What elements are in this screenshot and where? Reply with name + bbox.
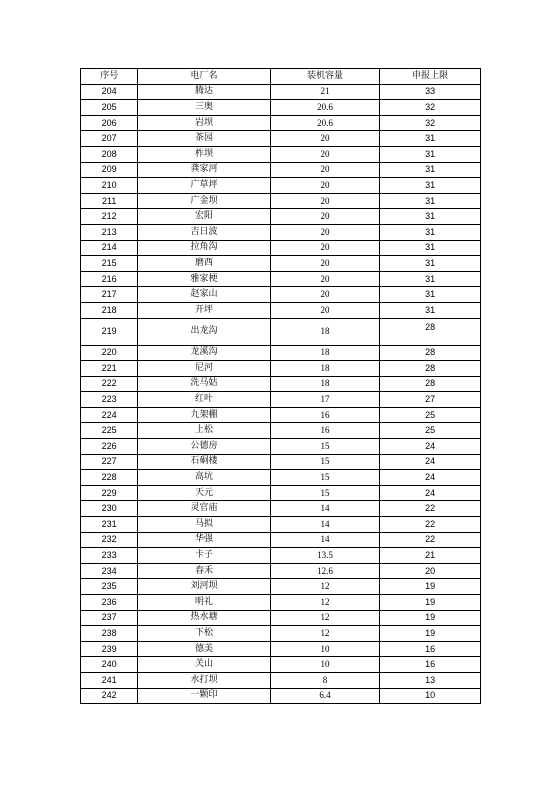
cell-declared-limit: 31: [380, 193, 481, 209]
cell-declared-limit: 19: [380, 595, 481, 611]
cell-plant-name: 岩坝: [138, 115, 270, 131]
cell-installed-capacity: 6.4: [270, 688, 380, 704]
cell-installed-capacity: 15: [270, 485, 380, 501]
cell-serial: 205: [81, 100, 138, 116]
cell-installed-capacity: 10: [270, 641, 380, 657]
cell-installed-capacity: 14: [270, 501, 380, 517]
cell-plant-name: 开坪: [138, 302, 270, 318]
cell-plant-name: 广草坪: [138, 178, 270, 194]
table-row: [81, 162, 481, 178]
cell-installed-capacity: 20: [270, 287, 380, 303]
cell-installed-capacity: 20: [270, 162, 380, 178]
cell-serial: 228: [81, 470, 138, 486]
cell-serial: 229: [81, 485, 138, 501]
table-row: [81, 407, 481, 423]
cell-plant-name: 广金坝: [138, 193, 270, 209]
cell-plant-name: 腾达: [138, 84, 270, 100]
cell-plant-name: 柞坝: [138, 146, 270, 162]
table-row: [81, 641, 481, 657]
table-row: [81, 224, 481, 240]
cell-plant-name: 石硐楼: [138, 454, 270, 470]
cell-declared-limit: 31: [380, 146, 481, 162]
cell-serial: 227: [81, 454, 138, 470]
cell-plant-name: 尼河: [138, 361, 270, 377]
cell-declared-limit: 31: [380, 287, 481, 303]
cell-serial: 223: [81, 392, 138, 408]
cell-installed-capacity: 14: [270, 517, 380, 533]
cell-serial: 220: [81, 345, 138, 361]
table-row: [81, 256, 481, 272]
table-row: [81, 657, 481, 673]
cell-serial: 204: [81, 84, 138, 100]
cell-declared-limit: 25: [380, 423, 481, 439]
table-row: [81, 240, 481, 256]
table-row: [81, 548, 481, 564]
table-row: [81, 146, 481, 162]
cell-serial: 207: [81, 131, 138, 147]
cell-declared-limit: 24: [380, 470, 481, 486]
cell-serial: 241: [81, 672, 138, 688]
cell-installed-capacity: 12.6: [270, 563, 380, 579]
table-row: [81, 392, 481, 408]
cell-serial: 215: [81, 256, 138, 272]
cell-declared-limit: 25: [380, 407, 481, 423]
cell-declared-limit: 16: [380, 641, 481, 657]
table-row: [81, 626, 481, 642]
cell-declared-limit: 31: [380, 162, 481, 178]
table-row: [81, 84, 481, 100]
table-row: [81, 115, 481, 131]
cell-serial: 236: [81, 595, 138, 611]
cell-installed-capacity: 20: [270, 240, 380, 256]
cell-plant-name: 下松: [138, 626, 270, 642]
cell-installed-capacity: 20: [270, 146, 380, 162]
cell-plant-name: 天元: [138, 485, 270, 501]
table-body: [81, 84, 481, 704]
table-row: [81, 563, 481, 579]
cell-serial: 233: [81, 548, 138, 564]
power-plant-table: [80, 68, 481, 704]
cell-declared-limit: 31: [380, 271, 481, 287]
cell-declared-limit: 21: [380, 548, 481, 564]
cell-installed-capacity: 12: [270, 579, 380, 595]
cell-plant-name: 出龙沟: [138, 318, 270, 345]
cell-declared-limit: 22: [380, 501, 481, 517]
header-declared-limit: 申报上限: [380, 69, 481, 85]
cell-serial: 232: [81, 532, 138, 548]
cell-serial: 226: [81, 439, 138, 455]
cell-serial: 222: [81, 376, 138, 392]
table-row: [81, 485, 481, 501]
table-row: [81, 376, 481, 392]
cell-plant-name: 红叶: [138, 392, 270, 408]
cell-installed-capacity: 20: [270, 271, 380, 287]
cell-plant-name: 龚家河: [138, 162, 270, 178]
table-row: [81, 423, 481, 439]
cell-serial: 231: [81, 517, 138, 533]
cell-declared-limit: 32: [380, 100, 481, 116]
cell-serial: 235: [81, 579, 138, 595]
cell-declared-limit: 28: [380, 318, 481, 345]
cell-declared-limit: 24: [380, 439, 481, 455]
cell-installed-capacity: 13.5: [270, 548, 380, 564]
cell-declared-limit: 13: [380, 672, 481, 688]
cell-plant-name: 刘河坝: [138, 579, 270, 595]
cell-declared-limit: 31: [380, 224, 481, 240]
cell-installed-capacity: 12: [270, 626, 380, 642]
cell-declared-limit: 28: [380, 345, 481, 361]
table-header-row: [81, 69, 481, 85]
cell-plant-name: 磨西: [138, 256, 270, 272]
cell-declared-limit: 31: [380, 209, 481, 225]
cell-plant-name: 龙溪沟: [138, 345, 270, 361]
cell-serial: 242: [81, 688, 138, 704]
header-plant-name: 电厂名: [138, 69, 270, 85]
cell-plant-name: 明礼: [138, 595, 270, 611]
cell-serial: 234: [81, 563, 138, 579]
cell-serial: 238: [81, 626, 138, 642]
cell-plant-name: 华强: [138, 532, 270, 548]
cell-installed-capacity: 16: [270, 407, 380, 423]
cell-plant-name: 吉日波: [138, 224, 270, 240]
cell-plant-name: 德美: [138, 641, 270, 657]
cell-declared-limit: 22: [380, 517, 481, 533]
cell-installed-capacity: 20: [270, 256, 380, 272]
table-row: [81, 100, 481, 116]
table-row: [81, 287, 481, 303]
cell-plant-name: 雅家梗: [138, 271, 270, 287]
table-row: [81, 131, 481, 147]
cell-serial: 219: [81, 318, 138, 345]
table-row: [81, 178, 481, 194]
cell-installed-capacity: 20.6: [270, 115, 380, 131]
cell-installed-capacity: 12: [270, 595, 380, 611]
table-row: [81, 501, 481, 517]
cell-serial: 225: [81, 423, 138, 439]
cell-declared-limit: 19: [380, 610, 481, 626]
cell-installed-capacity: 20: [270, 178, 380, 194]
cell-serial: 216: [81, 271, 138, 287]
cell-installed-capacity: 20: [270, 302, 380, 318]
cell-installed-capacity: 18: [270, 318, 380, 345]
cell-declared-limit: 24: [380, 485, 481, 501]
cell-serial: 213: [81, 224, 138, 240]
cell-plant-name: 马拟: [138, 517, 270, 533]
cell-installed-capacity: 10: [270, 657, 380, 673]
table-row: [81, 470, 481, 486]
cell-installed-capacity: 15: [270, 470, 380, 486]
cell-declared-limit: 33: [380, 84, 481, 100]
cell-plant-name: 一颗印: [138, 688, 270, 704]
cell-serial: 212: [81, 209, 138, 225]
cell-plant-name: 上松: [138, 423, 270, 439]
table-row: [81, 439, 481, 455]
cell-declared-limit: 10: [380, 688, 481, 704]
cell-installed-capacity: 17: [270, 392, 380, 408]
table-row: [81, 209, 481, 225]
cell-declared-limit: 31: [380, 240, 481, 256]
cell-declared-limit: 31: [380, 302, 481, 318]
cell-plant-name: 灵官庙: [138, 501, 270, 517]
cell-serial: 240: [81, 657, 138, 673]
cell-plant-name: 水打坝: [138, 672, 270, 688]
cell-plant-name: 高坑: [138, 470, 270, 486]
cell-serial: 230: [81, 501, 138, 517]
cell-declared-limit: 31: [380, 178, 481, 194]
cell-installed-capacity: 14: [270, 532, 380, 548]
table-row: [81, 579, 481, 595]
table-row: [81, 271, 481, 287]
cell-serial: 237: [81, 610, 138, 626]
cell-installed-capacity: 15: [270, 454, 380, 470]
cell-installed-capacity: 21: [270, 84, 380, 100]
cell-installed-capacity: 18: [270, 361, 380, 377]
cell-installed-capacity: 8: [270, 672, 380, 688]
cell-installed-capacity: 15: [270, 439, 380, 455]
cell-serial: 217: [81, 287, 138, 303]
cell-serial: 208: [81, 146, 138, 162]
cell-plant-name: 三奥: [138, 100, 270, 116]
cell-declared-limit: 19: [380, 626, 481, 642]
cell-serial: 218: [81, 302, 138, 318]
table-row: [81, 302, 481, 318]
cell-declared-limit: 28: [380, 361, 481, 377]
cell-plant-name: 公德房: [138, 439, 270, 455]
cell-serial: 210: [81, 178, 138, 194]
cell-plant-name: 赵家山: [138, 287, 270, 303]
cell-installed-capacity: 18: [270, 345, 380, 361]
cell-declared-limit: 24: [380, 454, 481, 470]
cell-declared-limit: 27: [380, 392, 481, 408]
cell-installed-capacity: 12: [270, 610, 380, 626]
table-row: [81, 318, 481, 345]
cell-declared-limit: 19: [380, 579, 481, 595]
header-serial: 序号: [81, 69, 138, 85]
table-row: [81, 610, 481, 626]
cell-installed-capacity: 18: [270, 376, 380, 392]
table-row: [81, 688, 481, 704]
cell-plant-name: 拉角沟: [138, 240, 270, 256]
cell-plant-name: 热水塘: [138, 610, 270, 626]
cell-declared-limit: 22: [380, 532, 481, 548]
cell-installed-capacity: 16: [270, 423, 380, 439]
table-row: [81, 532, 481, 548]
cell-serial: 221: [81, 361, 138, 377]
cell-installed-capacity: 20: [270, 131, 380, 147]
cell-serial: 209: [81, 162, 138, 178]
cell-serial: 206: [81, 115, 138, 131]
table-row: [81, 672, 481, 688]
cell-declared-limit: 31: [380, 131, 481, 147]
table-row: [81, 454, 481, 470]
cell-installed-capacity: 20.6: [270, 100, 380, 116]
cell-installed-capacity: 20: [270, 209, 380, 225]
cell-declared-limit: 31: [380, 256, 481, 272]
table-row: [81, 345, 481, 361]
cell-installed-capacity: 20: [270, 224, 380, 240]
header-installed-capacity: 装机容量: [270, 69, 380, 85]
cell-plant-name: 春禾: [138, 563, 270, 579]
table-row: [81, 517, 481, 533]
cell-declared-limit: 28: [380, 376, 481, 392]
table-row: [81, 595, 481, 611]
cell-serial: 224: [81, 407, 138, 423]
cell-plant-name: 洗马姑: [138, 376, 270, 392]
table-row: [81, 193, 481, 209]
cell-declared-limit: 16: [380, 657, 481, 673]
table-row: [81, 361, 481, 377]
cell-declared-limit: 20: [380, 563, 481, 579]
cell-plant-name: 宏阳: [138, 209, 270, 225]
cell-serial: 214: [81, 240, 138, 256]
cell-plant-name: 卡子: [138, 548, 270, 564]
cell-plant-name: 九架棚: [138, 407, 270, 423]
cell-serial: 211: [81, 193, 138, 209]
cell-installed-capacity: 20: [270, 193, 380, 209]
cell-declared-limit: 32: [380, 115, 481, 131]
cell-serial: 239: [81, 641, 138, 657]
cell-plant-name: 茶园: [138, 131, 270, 147]
cell-plant-name: 关山: [138, 657, 270, 673]
